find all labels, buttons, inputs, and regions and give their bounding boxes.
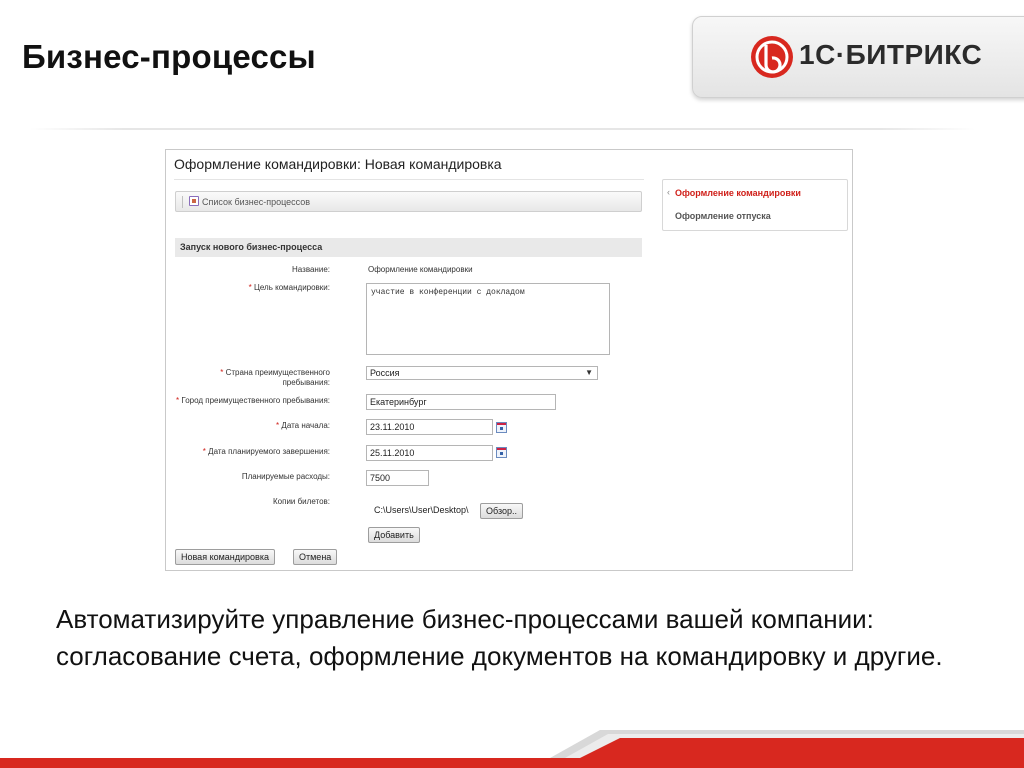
start-date-label xyxy=(276,421,330,431)
name-label: Название: xyxy=(292,265,330,274)
footer-bar xyxy=(0,758,1024,768)
required-mark: * xyxy=(248,283,252,292)
bitrix-logo-icon xyxy=(750,35,794,79)
start-date-input[interactable]: 23.11.2010 xyxy=(366,419,493,435)
end-date-label-text: Дата планируемого завершения: xyxy=(208,447,330,456)
country-select-value: Россия xyxy=(370,368,400,378)
dropdown-arrow-icon: ▼ xyxy=(585,368,593,377)
required-mark: * xyxy=(276,421,280,430)
title-divider xyxy=(30,128,975,130)
section-header: Запуск нового бизнес-процесса xyxy=(175,238,642,257)
goal-textarea[interactable]: участие в конференции с докладом xyxy=(366,283,610,355)
goal-label-text: Цель командировки: xyxy=(253,283,330,292)
city-label xyxy=(176,396,330,406)
bp-list-icon xyxy=(189,196,199,206)
tickets-label: Копии билетов: xyxy=(273,497,330,506)
required-mark: * xyxy=(176,396,180,405)
goal-label xyxy=(249,283,330,293)
start-date-label-text: Дата начала: xyxy=(281,421,330,430)
toolbar-separator xyxy=(182,196,183,208)
calendar-icon[interactable] xyxy=(496,447,507,458)
country-label-line2: пребывания: xyxy=(282,378,330,387)
file-path-input[interactable]: C:\Users\User\Desktop\ xyxy=(374,505,469,515)
browse-button[interactable]: Обзор.. xyxy=(480,503,523,519)
country-label xyxy=(220,368,330,388)
brand-logo-panel xyxy=(692,16,1024,98)
required-mark: * xyxy=(220,368,224,377)
window-title: Оформление командировки: Новая командировка xyxy=(174,156,502,172)
side-menu-item-business-trip[interactable]: ‹ Оформление командировки xyxy=(675,188,801,198)
required-mark: * xyxy=(202,447,206,456)
side-menu-item-vacation[interactable]: Оформление отпуска xyxy=(675,211,771,221)
calendar-icon[interactable] xyxy=(496,422,507,433)
slide-caption: Автоматизируйте управление бизнес-процессами вашей компании: согласование счета, оформление документов на командировку и другие. xyxy=(56,604,943,671)
expenses-input[interactable]: 7500 xyxy=(366,470,429,486)
city-label-text: Город преимущественного пребывания: xyxy=(181,396,330,405)
country-select[interactable] xyxy=(366,366,598,380)
end-date-label xyxy=(203,447,330,457)
end-date-input[interactable]: 25.11.2010 xyxy=(366,445,493,461)
new-business-trip-button[interactable]: Новая командировка xyxy=(175,549,275,565)
cancel-button[interactable]: Отмена xyxy=(293,549,337,565)
bp-list-link[interactable]: Список бизнес-процессов xyxy=(202,197,311,207)
expenses-label: Планируемые расходы: xyxy=(241,472,330,481)
process-side-menu xyxy=(662,179,848,231)
city-input[interactable]: Екатеринбург xyxy=(366,394,556,410)
brand-logo-text: 1С·БИТРИКС xyxy=(799,39,983,70)
add-file-button[interactable]: Добавить xyxy=(368,527,420,543)
app-screenshot xyxy=(165,149,853,571)
slide-title: Бизнес-процессы xyxy=(22,38,316,75)
title-underline xyxy=(174,179,644,180)
name-value: Оформление командировки xyxy=(368,265,473,274)
country-label-line1: Страна преимущественного xyxy=(225,368,330,377)
bp-list-toolbar xyxy=(175,191,642,212)
